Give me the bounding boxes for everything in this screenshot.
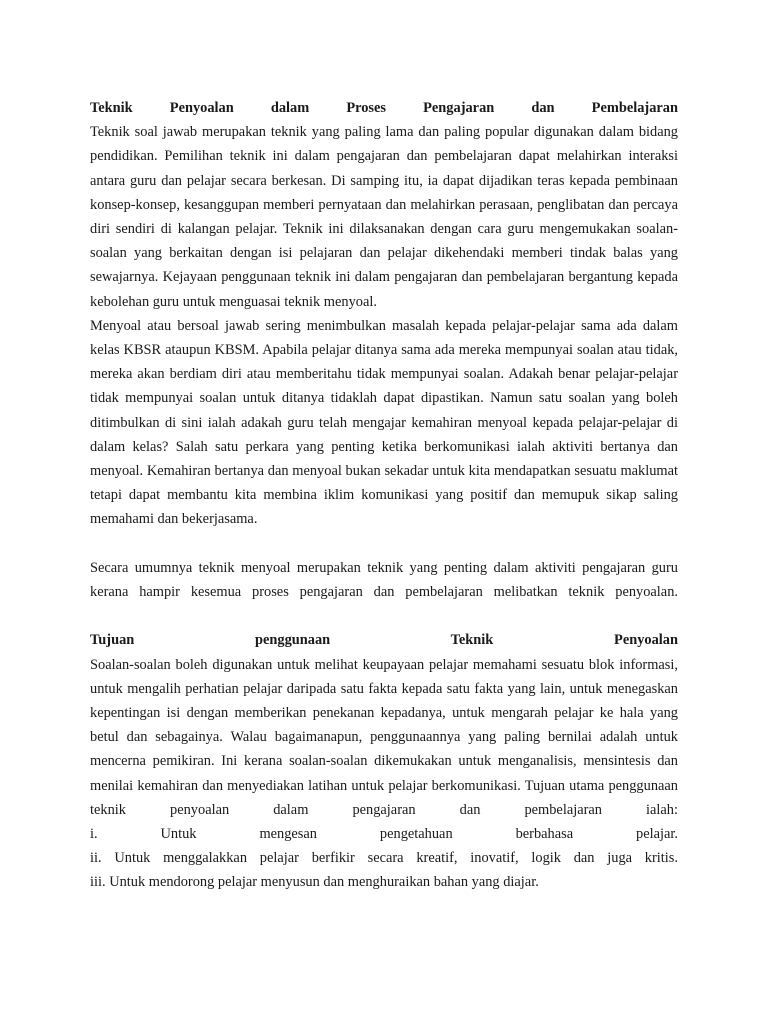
paragraph-soalan-soalan: Soalan-soalan boleh digunakan untuk melihat keupayaan pelajar memahami sesuatu blok informasi, untuk mengalih perhatian pelajar daripada satu fakta kepada satu fakta yang lain, untuk menegaskan kepentingan isi dengan memberikan penekanan kepadanya, untuk mengarah pelajar ke hala yang betul dan sebagainya. Walau bagaimanapun, penggunaannya yang paling bernilai adalah untuk mencerna pemikiran. Ini kerana soalan-soalan dikemukakan untuk menganalisis, mensintesis dan menilai kemahiran dan menyediakan latihan untuk pelajar berkomunikasi. Tujuan utama penggunaan teknik penyoalan dalam pengajaran dan pembelajaran ialah: [90, 656, 678, 818]
paragraph-menyoal: Menyoal atau bersoal jawab sering menimbulkan masalah kepada pelajar-pelajar sama ada dalam kelas KBSR ataupun KBSM. Apabila pelajar ditanya sama ada mereka mempunyai soalan atau tidak, mereka akan berdiam diri atau memberitahu tidak mempunyai soalan. Adakah benar pelajar-pelajar tidak mempunyai soalan untuk ditanya tidaklah dapat dipastikan. Namun satu soalan yang boleh ditimbulkan di sini ialah adakah guru telah mengajar kemahiran menyoal kepada pelajar-pelajar di dalam kelas? Salah satu perkara yang penting ketika berkomunikasi ialah aktiviti bertanya dan menyoal. Kemahiran bertanya dan menyoal bukan sekadar untuk kita mendapatkan sesuatu maklumat tetapi dapat membantu kita membina iklim komunikasi yang positif dan memupuk sikap saling memahami dan bekerjasama. [90, 317, 678, 528]
list-item-3: iii. Untuk mendorong pelajar menyusun dan menghuraikan bahan yang diajar. [90, 874, 539, 891]
section-heading-teknik-penyoalan: Teknik Penyoalan dalam Proses Pengajaran dan Pembelajaran [90, 100, 678, 116]
paragraph-secara-umumnya: Secara umumnya teknik menyoal merupakan teknik yang penting dalam aktiviti pengajaran guru kerana hampir kesemua proses pengajaran dan pembelajaran melibatkan teknik penyoalan. [90, 559, 678, 601]
document-page [90, 96, 678, 895]
paragraph-teknik-soal-jawab: Teknik soal jawab merupakan teknik yang paling lama dan paling popular digunakan dalam bidang pendidikan. Pemilihan teknik ini dalam pengajaran dan pembelajaran dapat melahirkan interaksi antara guru dan pelajar secara berkesan. Di samping itu, ia dapat dijadikan teras kepada pembinaan konsep-konsep, kesanggupan memberi pernyataan dan melahirkan perasaan, penglibatan dan percaya diri sendiri di kalangan pelajar. Teknik ini dilaksanakan dengan cara guru mengemukakan soalan-soalan yang berkaitan dengan isi pelajaran dan pelajar dikehendaki memberi tindak balas yang sewajarnya. Kejayaan penggunaan teknik ini dalam pengajaran dan pembelajaran bergantung kepada kebolehan guru untuk menguasai teknik menyoal. [90, 124, 678, 310]
list-item-2: ii. Untuk menggalakkan pelajar berfikir secara kreatif, inovatif, logik dan juga kritis. [90, 850, 678, 867]
section-heading-tujuan: Tujuan penggunaan Teknik Penyoalan [90, 632, 678, 649]
paragraph-gap [90, 532, 678, 556]
paragraph-gap [90, 604, 678, 628]
list-item-1: i. Untuk mengesan pengetahuan berbahasa pelajar. [90, 826, 678, 843]
